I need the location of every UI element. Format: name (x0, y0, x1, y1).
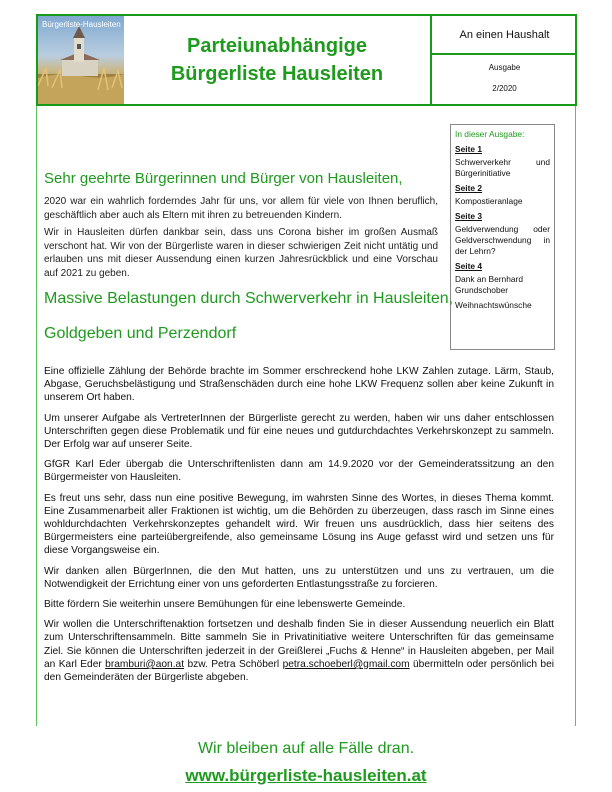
frame-left-rule (36, 106, 37, 726)
body-paragraph: Eine offizielle Zählung der Behörde brachte im Sommer erschreckend hohe LKW Zahlen zutage. Lärm, Staub, Abgase, Geruchsbelästigung und Straßenschäden durch eine hohe LKW Frequenz sollen aber keine Zukunft in unserem Ort haben. (44, 366, 554, 404)
toc-page-4[interactable]: Seite 4 (455, 261, 483, 271)
toc-entry[interactable]: Geldverwendung oder Geldverschwendung in der Lehrn? (455, 224, 550, 256)
body-paragraph: Wir danken allen BürgerInnen, die den Mut hatten, uns zu unterstützen und uns zu vertrauen, um die Notwendigkeit der Errichtung einer von uns geforderten Entlastungsstraße zu forcieren. (44, 565, 554, 590)
recipient-label: An einen Haushalt (432, 16, 577, 55)
toc-entry[interactable]: Schwerverkehr und Bürgerinitiative (455, 157, 550, 178)
body-paragraph-contact (44, 618, 554, 684)
article-headline-line1: Massive Belastungen durch Schwerverkehr in Hausleiten, (44, 290, 454, 307)
toc-page-1[interactable]: Seite 1 (455, 144, 483, 154)
body-paragraph: Um unserer Aufgabe als VertreterInnen der Bürgerliste gerecht zu werden, haben wir uns daher entschlossen Unterschriften gegen diese Problematik und für eine neues und gutdurchdachtes Verkehrskonzept zu sammeln. Der Erfolg war auf unserer Seite. (44, 412, 554, 451)
toc-page-2[interactable]: Seite 2 (455, 183, 483, 193)
issue-info (430, 16, 577, 104)
body-paragraph: GfGR Karl Eder übergab die Unterschriftenlisten dann am 14.9.2020 vor der Gemeinderatssitzung an den Bürgermeister von Hausleiten. (44, 459, 554, 484)
contact-text: bzw. Petra Schöberl (184, 658, 283, 670)
issue-number: 2/2020 (492, 84, 517, 93)
issue-label: Ausgabe (488, 63, 521, 72)
intro-paragraph: 2020 war ein wahrlich forderndes Jahr für uns, vor allem für viele von Ihnen beruflich, geschäftlich aber auch als Eltern mit ihren zu betreuenden Kindern. (44, 196, 438, 221)
greeting-heading: Sehr geehrte Bürgerinnen und Bürger von Hausleiten, (44, 170, 403, 187)
frame-right-rule (575, 106, 576, 726)
header (36, 14, 577, 106)
intro-paragraph: Wir in Hausleiten dürfen dankbar sein, dass uns Corona bisher im großen Ausmaß verschont hat. Wir von der Bürgerliste waren in dieser schwierigen Zeit nicht untätig und erlauben uns mit dieser Aussendung einen kurzen Jahresrückblick und eine Vorschau auf 2021 zu geben. (44, 227, 438, 279)
masthead-title-line2: Bürgerliste Hausleiten (170, 63, 384, 85)
masthead-title-line1: Parteiunabhängige (186, 35, 368, 57)
toc-page-3[interactable]: Seite 3 (455, 211, 483, 221)
masthead-title (124, 16, 430, 104)
church-illustration (38, 16, 124, 104)
toc-entry[interactable]: Dank an Bernhard Grundschober (455, 274, 523, 295)
body-paragraph: Es freut uns sehr, dass nun eine positive Bewegung, im wahrsten Sinne des Wortes, in dieses Thema kommt. Eine Zusammenarbeit aller Fraktionen ist wichtig, um die Behörden zu überzeugen, dass rasch im Sinne eines wohldurchdachten Verkehrskonzeptes gehandelt wird. Wir freuen uns ausdrücklich, dass hier seitens des Bürgermeisters eine parteiübergreifende, also gemeinsame Lösung ins Auge gefasst wird und setzen uns für diese Vorgangsweise ein. (44, 492, 554, 557)
toc-entry[interactable]: Kompostieranlage (455, 196, 523, 206)
article-body (44, 365, 554, 691)
toc-entry[interactable]: Weihnachtswünsche (455, 300, 532, 310)
header-photo-caption: Bürgerliste-Hausleiten (42, 20, 121, 29)
slogan: Wir bleiben auf alle Fälle dran. (197, 740, 415, 757)
article-headline-line2: Goldgeben und Perzendorf (44, 325, 237, 342)
email-link-karl[interactable]: bramburi@aon.at (105, 658, 185, 670)
contact-text: Wir wollen die Unterschriftenaktion fortsetzen und deshalb finden Sie in dieser Aussendung neuerlich ein Blatt zum Unterschriftensammeln. Bitte sammeln Sie in Privatinitiative weitere Unterschriften für das gemeinsame Ziel. Sie können die Unterschriften jederzeit in der Greißlerei „Fuchs & Henne“ in Hausleiten abgeben, per Mail an Karl Eder (44, 619, 554, 670)
body-paragraph: Bitte fördern Sie weiterhin unsere Bemühungen für eine lebenswerte Gemeinde. (44, 599, 406, 611)
toc-title: In dieser Ausgabe: (455, 129, 525, 139)
table-of-contents (450, 124, 555, 350)
email-link-petra[interactable]: petra.schoeberl@gmail.com (282, 658, 410, 670)
header-photo (38, 16, 124, 104)
website-link[interactable]: www.bürgerliste-hausleiten.at (185, 766, 427, 785)
contact-text: übermitteln oder persönlich bei den Gemeinderäten der Bürgerliste abgeben. (44, 658, 555, 684)
